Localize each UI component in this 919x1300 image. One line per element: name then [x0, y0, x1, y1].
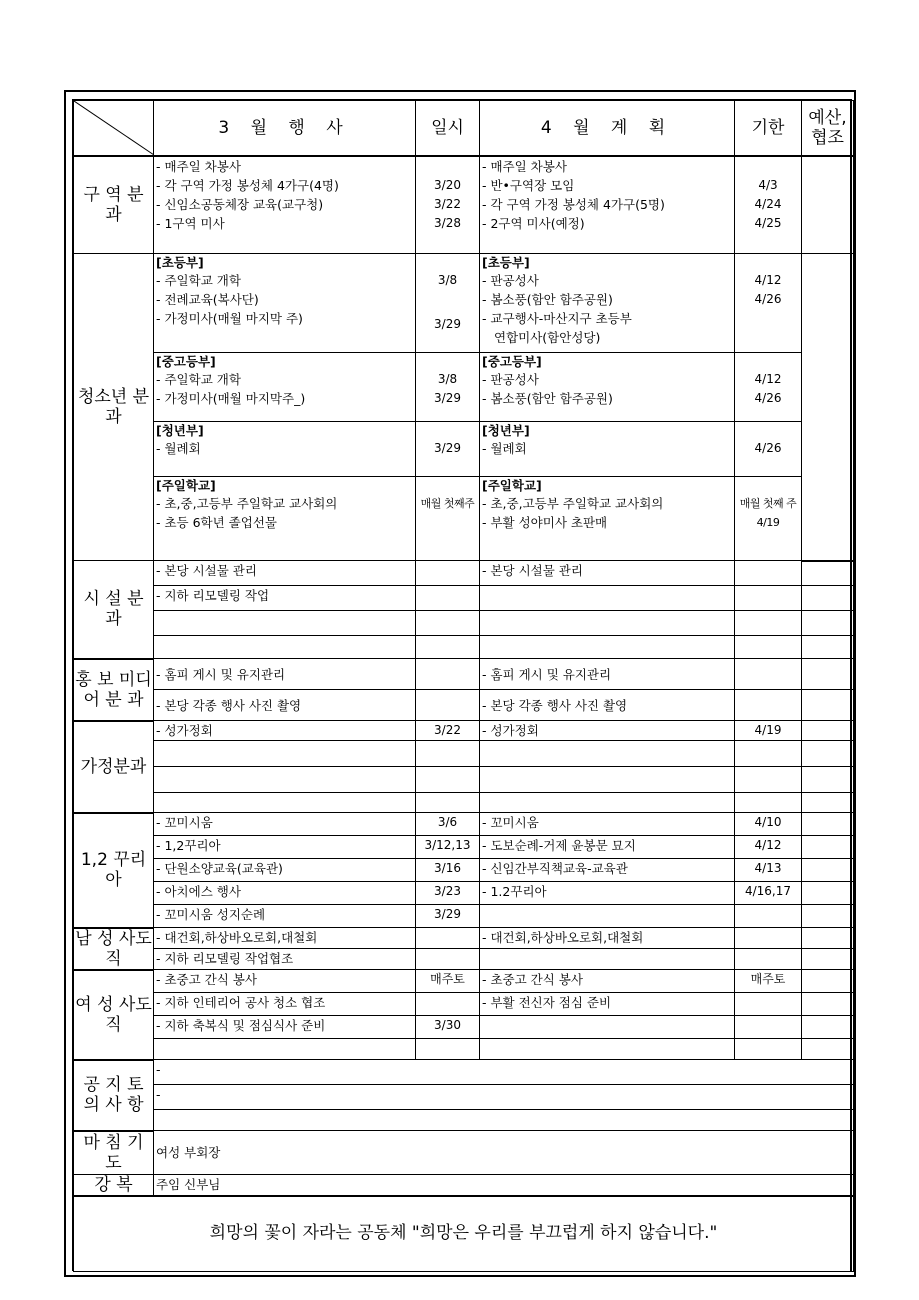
motto-row [74, 1196, 854, 1272]
table-row [74, 1110, 854, 1131]
date-value [735, 611, 802, 636]
list-item: - 부활 성야미사 초판매 [482, 515, 608, 530]
date-value: 3/23 [416, 882, 480, 905]
date-value: 3/29 [434, 391, 461, 405]
plan-table [73, 100, 854, 1272]
table-cell: - 꼬미시움 [154, 813, 416, 836]
table-row [74, 928, 854, 949]
date-value: 3/6 [416, 813, 480, 836]
table-row [74, 659, 854, 690]
district-budget-cell [802, 156, 854, 254]
young-adult-march-dates [416, 422, 480, 477]
date-value [416, 928, 480, 949]
date-value [416, 767, 480, 793]
middle-high-april-dates [735, 353, 802, 422]
budget-cell [802, 721, 854, 741]
date-value: 4/3 [758, 178, 778, 192]
table-cell [480, 1016, 735, 1039]
list-item: - 신임소공동체장 교육(교구청) [156, 197, 324, 212]
table-cell: - 1.2꾸리아 [480, 882, 735, 905]
list-item: - 전례교육(복사단) [156, 292, 259, 307]
youth-sunday-school-row [74, 477, 854, 561]
date-value: 4/19 [735, 721, 802, 741]
media-category: 홍 보 미디어 분 과 [74, 659, 154, 721]
family-category: 가정분과 [74, 721, 154, 813]
date-value [416, 690, 480, 721]
date-value: 3/30 [416, 1016, 480, 1039]
group-heading: [청년부] [156, 423, 204, 438]
march-title: 3 월 행 사 [154, 101, 416, 157]
table-cell: - 부활 전신자 점심 준비 [480, 993, 735, 1016]
budget-cell [802, 586, 854, 611]
list-item: - 초,중,고등부 주일학교 교사회의 [156, 496, 338, 511]
table-cell: - 아치에스 행사 [154, 882, 416, 905]
table-cell: - 단원소양교육(교육관) [154, 859, 416, 882]
table-cell: - 꼬미시움 성지순례 [154, 905, 416, 928]
list-item: - 각 구역 가정 봉성체 4가구(4명) [156, 178, 339, 193]
date-value [416, 157, 479, 176]
date-value: 4/25 [754, 216, 782, 230]
date-value [735, 993, 802, 1016]
date-value: 매주토 [735, 970, 802, 993]
budget-cell [802, 767, 854, 793]
list-item: - 매주일 차봉사 [156, 159, 241, 174]
date-value: 4/12 [754, 273, 782, 287]
sunday-school-april-dates [735, 477, 802, 561]
table-cell [154, 1039, 416, 1060]
date-value [416, 561, 480, 586]
table-cell: - 지하 축복식 및 점심식사 준비 [154, 1016, 416, 1039]
elementary-march-cell [154, 254, 416, 353]
date-value [416, 636, 480, 659]
date-value [735, 586, 802, 611]
table-cell: - 초중고 간식 봉사 [154, 970, 416, 993]
table-row [74, 793, 854, 813]
date-value: 4/19 [756, 516, 780, 529]
notice-line [154, 1110, 854, 1131]
table-cell: - 초중고 간식 봉사 [480, 970, 735, 993]
list-item: - 반•구역장 모임 [482, 178, 575, 193]
group-heading: [초등부] [482, 255, 530, 270]
list-item: - 매주일 차봉사 [482, 159, 567, 174]
budget-cell [802, 1039, 854, 1060]
closing-prayer-label: 마 침 기 도 [74, 1131, 154, 1175]
table-row [74, 836, 854, 859]
table-cell: - 본당 시설물 관리 [480, 561, 735, 586]
date-value: 3/29 [416, 905, 480, 928]
header-row [74, 101, 854, 157]
budget-cell [802, 928, 854, 949]
list-item: - 2구역 미사(예정) [482, 216, 585, 231]
middle-high-march-dates [416, 353, 480, 422]
table-cell [480, 636, 735, 659]
date-value [735, 928, 802, 949]
budget-cell [802, 836, 854, 859]
april-title: 4 월 계 획 [480, 101, 735, 157]
table-row [74, 1039, 854, 1060]
list-item: - 판공성사 [482, 273, 539, 288]
table-cell [154, 793, 416, 813]
middle-high-april-cell [480, 353, 735, 422]
list-item: - 봄소풍(함안 함주공원) [482, 292, 613, 307]
group-heading: [중고등부] [156, 354, 216, 369]
list-item: - 봄소풍(함안 함주공원) [482, 391, 613, 406]
table-cell: - 대건회,하상바오로회,대철회 [480, 928, 735, 949]
young-adult-march-cell [154, 422, 416, 477]
table-row [74, 741, 854, 767]
notice-category: 공 지 토 의 사 항 [74, 1060, 154, 1131]
table-row [74, 611, 854, 636]
table-cell [480, 767, 735, 793]
middle-high-march-cell [154, 353, 416, 422]
budget-cell [802, 882, 854, 905]
motto-text: 희망의 꽃이 자라는 공동체 "희망은 우리를 부끄럽게 하지 않습니다." [74, 1196, 854, 1272]
list-item: - 주일학교 개학 [156, 372, 241, 387]
table-cell [480, 793, 735, 813]
youth-category: 청소년 분 과 [74, 254, 154, 561]
table-row [74, 993, 854, 1016]
list-item: - 교구행사-마산지구 초등부 [482, 311, 632, 326]
table-cell [480, 741, 735, 767]
group-heading: [주일학교] [482, 478, 542, 493]
list-item: - 각 구역 가정 봉성체 4가구(5명) [482, 197, 665, 212]
date-column-header: 일시 [416, 101, 480, 157]
youth-budget-cell [802, 254, 854, 561]
diagonal-line-icon [74, 101, 154, 155]
table-frame [72, 99, 852, 1271]
table-cell: - 지하 리모델링 작업협조 [154, 949, 416, 970]
budget-cell [802, 813, 854, 836]
youth-elementary-row [74, 254, 854, 353]
table-row [74, 586, 854, 611]
date-value [735, 767, 802, 793]
date-value [416, 949, 480, 970]
table-cell: - 홈피 게시 및 유지관리 [480, 659, 735, 690]
date-value [416, 659, 480, 690]
budget-cell [802, 611, 854, 636]
table-cell: - 성가정회 [154, 721, 416, 741]
date-value [416, 993, 480, 1016]
table-cell: - 홈피 게시 및 유지관리 [154, 659, 416, 690]
corner-cell [74, 101, 154, 157]
budget-cell [802, 949, 854, 970]
date-value [416, 793, 480, 813]
table-row [74, 767, 854, 793]
list-item: - 초,중,고등부 주일학교 교사회의 [482, 496, 664, 511]
sunday-school-march-cell [154, 477, 416, 561]
date-value: 3/16 [416, 859, 480, 882]
table-row [74, 882, 854, 905]
date-value [416, 290, 479, 309]
blessing-row [74, 1174, 854, 1196]
date-value: 3/29 [434, 317, 461, 331]
table-row [74, 1016, 854, 1039]
table-row [74, 561, 854, 586]
table-cell: - 본당 각종 행사 사진 촬영 [154, 690, 416, 721]
group-heading: [청년부] [482, 423, 530, 438]
budget-cell [802, 970, 854, 993]
table-cell: - 대건회,하상바오로회,대철회 [154, 928, 416, 949]
date-value [416, 611, 480, 636]
table-row [74, 1085, 854, 1110]
date-value: 4/10 [735, 813, 802, 836]
sunday-school-april-cell [480, 477, 735, 561]
table-cell: - 본당 각종 행사 사진 촬영 [480, 690, 735, 721]
date-value: 매월 첫째 주 [739, 497, 797, 510]
date-value [735, 741, 802, 767]
date-value: 4/26 [754, 441, 782, 455]
budget-cell [802, 905, 854, 928]
sunday-school-march-dates [416, 477, 480, 561]
district-march-cell [154, 156, 416, 254]
budget-cell [802, 993, 854, 1016]
youth-young-adult-row [74, 422, 854, 477]
budget-cell [802, 561, 854, 586]
curia-category: 1,2 꾸리아 [74, 813, 154, 928]
list-item: - 월례회 [156, 441, 201, 456]
budget-cell [802, 690, 854, 721]
young-adult-april-dates [735, 422, 802, 477]
date-value: 3/8 [437, 273, 458, 287]
table-row [74, 905, 854, 928]
table-cell: - 도보순례-거제 윤봉문 묘지 [480, 836, 735, 859]
date-value [735, 1016, 802, 1039]
document-frame [64, 90, 856, 1277]
table-cell [480, 905, 735, 928]
date-value: 3/12,13 [416, 836, 480, 859]
table-row [74, 690, 854, 721]
youth-middle-high-row [74, 353, 854, 422]
table-cell [480, 949, 735, 970]
elementary-april-dates [735, 254, 802, 353]
list-item: - 1구역 미사 [156, 216, 225, 231]
table-cell: - 1,2꾸리아 [154, 836, 416, 859]
table-cell: - 본당 시설물 관리 [154, 561, 416, 586]
date-value: 4/13 [735, 859, 802, 882]
young-adult-april-cell [480, 422, 735, 477]
date-value: 3/22 [434, 197, 461, 211]
men-category: 남 성 사도직 [75, 928, 152, 969]
date-value: 매월 첫째주 [420, 497, 475, 510]
date-value: 3/20 [434, 178, 461, 192]
date-value: 4/26 [754, 391, 782, 405]
date-value [735, 690, 802, 721]
women-category: 여 성 사도직 [74, 970, 154, 1060]
date-value: 3/8 [437, 372, 458, 386]
budget-cell [802, 859, 854, 882]
blessing-label: 강 복 [74, 1174, 154, 1196]
date-value [735, 949, 802, 970]
table-cell [480, 611, 735, 636]
date-value: 4/26 [754, 292, 782, 306]
closing-prayer-value: 여성 부회장 [154, 1131, 854, 1175]
district-april-dates [735, 156, 802, 254]
date-value [735, 793, 802, 813]
table-row [74, 970, 854, 993]
table-cell: - 꼬미시움 [480, 813, 735, 836]
table-row [74, 813, 854, 836]
date-value [416, 586, 480, 611]
elementary-april-cell [480, 254, 735, 353]
date-value [735, 659, 802, 690]
date-value [416, 1039, 480, 1060]
date-value: 3/29 [434, 441, 461, 455]
notice-line: - [154, 1060, 854, 1085]
district-section [74, 156, 854, 254]
budget-cell [802, 636, 854, 659]
district-april-cell [480, 156, 735, 254]
budget-cell [802, 1016, 854, 1039]
date-value: 매주토 [416, 970, 480, 993]
blessing-value: 주임 신부님 [154, 1174, 854, 1196]
table-cell: - 지하 리모델링 작업 [154, 586, 416, 611]
list-item: - 월례회 [482, 441, 527, 456]
table-row [74, 859, 854, 882]
group-heading: [초등부] [156, 255, 204, 270]
list-item: - 가정미사(매월 마지막 주) [156, 311, 303, 326]
date-value: 4/24 [754, 197, 782, 211]
table-cell [154, 636, 416, 659]
date-value [735, 905, 802, 928]
budget-column-header: 예산,협조 [802, 101, 854, 157]
list-item: - 초등 6학년 졸업선물 [156, 515, 277, 530]
table-cell: - 신임간부직책교육-교육관 [480, 859, 735, 882]
date-value [735, 636, 802, 659]
table-row [74, 949, 854, 970]
date-value [735, 1039, 802, 1060]
district-category: 구 역 분 과 [74, 156, 154, 254]
date-value [416, 741, 480, 767]
date-value: 4/12 [754, 372, 782, 386]
budget-cell [802, 659, 854, 690]
date-value: 4/12 [735, 836, 802, 859]
table-row [74, 721, 854, 741]
table-cell [154, 767, 416, 793]
table-cell: - 성가정회 [480, 721, 735, 741]
date-value [735, 157, 801, 176]
date-value: 4/16,17 [735, 882, 802, 905]
facility-category: 시 설 분 과 [74, 561, 154, 659]
list-item: - 판공성사 [482, 372, 539, 387]
group-heading: [주일학교] [156, 478, 216, 493]
table-row [74, 636, 854, 659]
closing-prayer-row [74, 1131, 854, 1175]
list-item-continuation: 연합미사(함안성당) [494, 330, 601, 345]
elementary-march-dates [416, 254, 480, 353]
list-item: - 가정미사(매월 마지막주_) [156, 391, 306, 406]
table-cell [154, 741, 416, 767]
deadline-column-header: 기한 [735, 101, 802, 157]
table-cell [154, 611, 416, 636]
budget-cell [802, 741, 854, 767]
notice-line: - [154, 1085, 854, 1110]
table-row [74, 1060, 854, 1085]
table-cell [480, 1039, 735, 1060]
list-item: - 주일학교 개학 [156, 273, 241, 288]
date-value: 3/28 [434, 216, 461, 230]
date-value [735, 561, 802, 586]
table-cell [480, 586, 735, 611]
group-heading: [중고등부] [482, 354, 542, 369]
budget-cell [802, 793, 854, 813]
district-march-dates [416, 156, 480, 254]
date-value: 3/22 [416, 721, 480, 741]
table-cell: - 지하 인테리어 공사 청소 협조 [154, 993, 416, 1016]
